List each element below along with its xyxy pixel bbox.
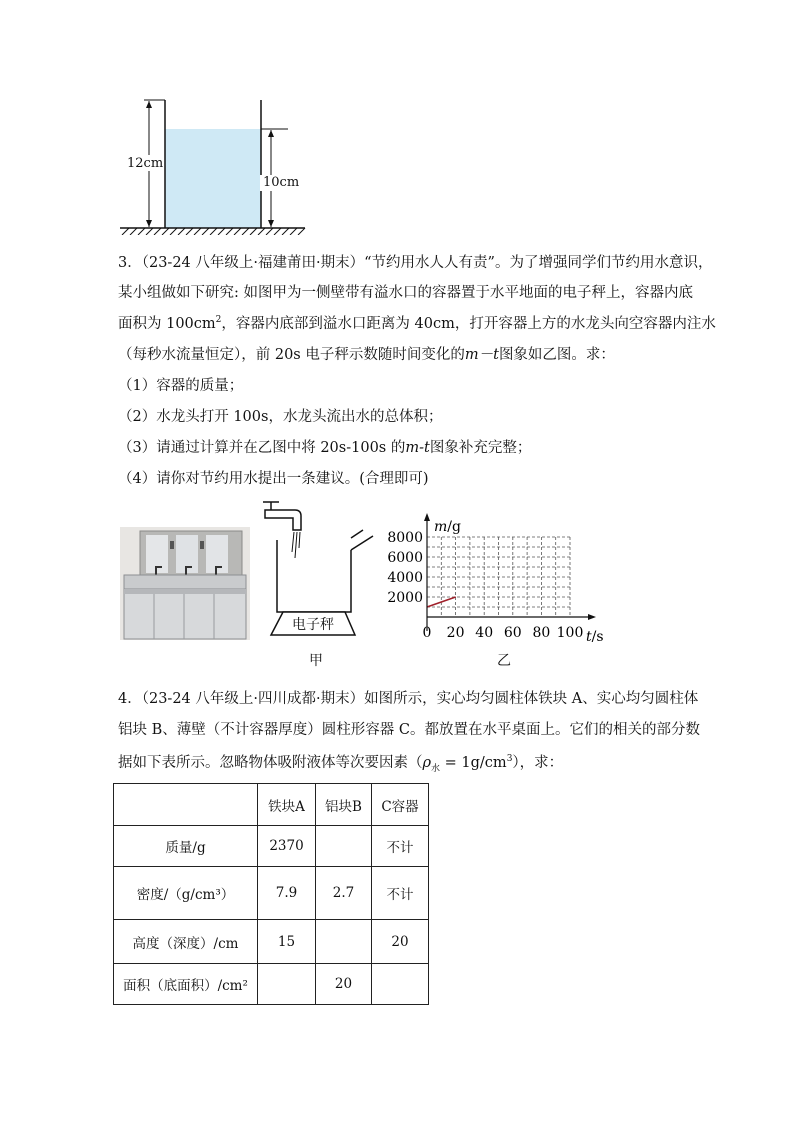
q3-item-3: （3）请通过计算并在乙图中将 20s-100s 的m-t图象补充完整； <box>118 440 532 456</box>
q4-line2: 铝块 B、薄壁（不计容器厚度）圆柱形容器 C。都放置在水平桌面上。它们的相关的部分数 <box>118 722 700 738</box>
table-row: 质量/g 2370 不计 <box>114 826 429 867</box>
sink-cabinet <box>124 589 246 639</box>
water-stream <box>292 532 300 558</box>
q3-item-4: （4）请你对节约用水提出一条建议。(合理即可) <box>118 471 429 487</box>
q3-line1 <box>118 251 712 272</box>
properties-table <box>113 783 429 1005</box>
y-axis-arrow <box>424 513 430 521</box>
table-row: 面积（底面积）/cm² 20 <box>114 964 429 1005</box>
y-tick-label: 2000 <box>387 590 423 606</box>
x-tick-label: 0 <box>422 625 432 641</box>
overflow-container <box>277 540 351 612</box>
dim-10-arrow-down <box>268 220 274 227</box>
sink-photo <box>120 527 250 640</box>
dim-12-arrow-up <box>146 101 152 108</box>
y-tick-label: 8000 <box>387 530 423 546</box>
caption-yi: 乙 <box>497 653 511 669</box>
q3-title: “节约用水人人有责”。为了增强同学们节约用水意识， <box>364 255 713 271</box>
table-row: 密度/（g/cm³） 7.9 2.7 不计 <box>114 867 429 920</box>
label-12cm: 12cm <box>127 156 164 171</box>
x-tick-label: 100 <box>556 625 584 641</box>
dim-12-arrow-down <box>146 220 152 227</box>
overflow-spout-bottom <box>351 536 373 550</box>
x-tick-label: 20 <box>446 625 465 641</box>
caption-jia: 甲 <box>309 653 323 669</box>
chart-grid <box>427 537 570 617</box>
q3-line2: 某小组做如下研究: 如图甲为一侧壁带有溢水口的容器置于水平地面的电子秤上，容器内底 <box>118 285 693 301</box>
q3-line3: 面积为 $100cm^2$，容器内底部到溢水口距离为 40cm，打开容器上方的水龙头向空容器内注水 <box>118 315 716 332</box>
table-header-row: 铁块A 铝块B C容器 <box>114 784 429 826</box>
water-fill <box>165 129 261 228</box>
table-row: 高度（深度）/cm 15 20 <box>114 920 429 964</box>
q4-line3: 据如下表所示。忽略物体吸附液体等次要因素$(\rho_水 = 1g/cm^3)$，求： <box>118 754 564 774</box>
x-tick-label: 60 <box>503 625 522 641</box>
y-tick-label: 6000 <box>387 550 423 566</box>
q4-line1: 4．（23-24 八年级上·四川成都·期末）如图所示，实心均匀圆柱体铁块 A、实心均匀圆柱体 <box>118 691 699 707</box>
q3-item-1: （1）容器的质量； <box>118 378 244 394</box>
scale-label: 电子秤 <box>292 617 334 633</box>
x-tick-label: 40 <box>475 625 494 641</box>
mt-chart <box>380 505 620 650</box>
x-tick-label: 80 <box>532 625 551 641</box>
q3-source: （23-24 八年级上·福建莆田·期末） <box>141 255 365 271</box>
x-axis-arrow <box>588 614 596 620</box>
y-tick-label: 4000 <box>387 570 423 586</box>
ground-hatch <box>122 228 305 235</box>
overflow-spout-top <box>351 530 363 538</box>
q3-item-2: （2）水龙头打开 100s，水龙头流出水的总体积； <box>118 409 443 425</box>
q3-number: 3． <box>118 255 142 271</box>
label-10cm: 10cm <box>263 175 300 190</box>
q3-line4: （每秒水流量恒定），前 20s 电子秤示数随时间变化的m－t图象如乙图。求： <box>118 347 615 363</box>
x-axis-label: t/s <box>586 629 604 645</box>
y-axis-label: m/g <box>434 519 461 535</box>
faucet-pipe <box>265 510 301 530</box>
dim-10-arrow-up <box>268 130 274 137</box>
